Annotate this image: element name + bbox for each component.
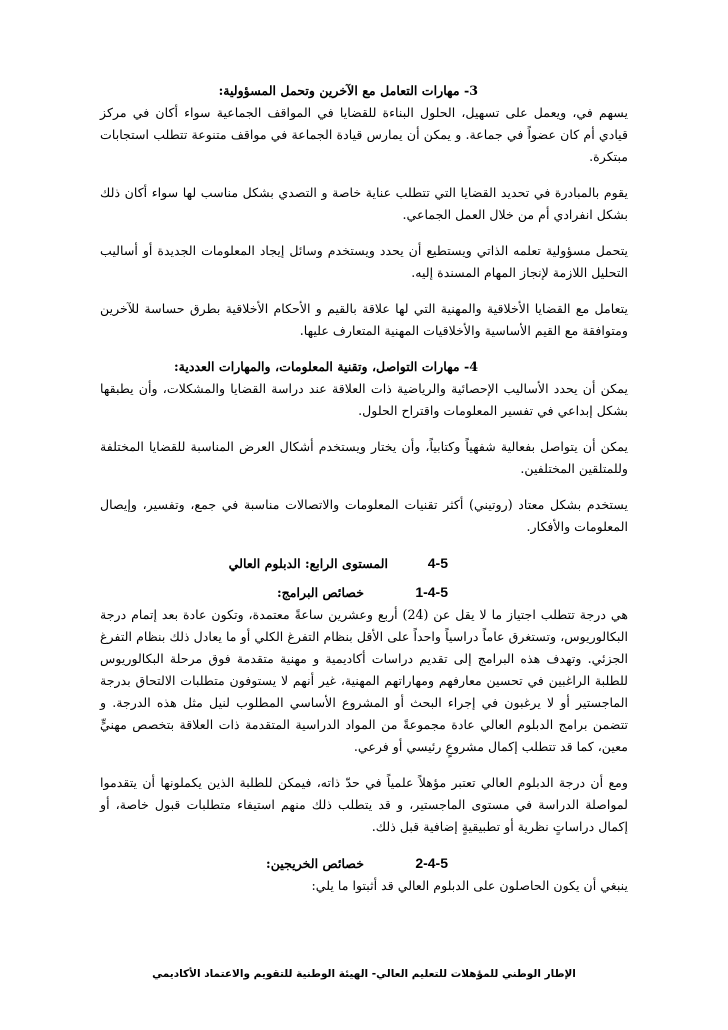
section-number: 4-5 bbox=[427, 555, 448, 571]
section-3-paragraph-2: يقوم بالمبادرة في تحديد القضايا التي تتطلب عناية خاصة و التصدي بشكل مناسب لها سواء أكان ذلك بشكل انفرادي أم من خلال العمل الجماعي. bbox=[100, 185, 628, 222]
section-4-paragraph-3: يستخدم بشكل معتاد (روتيني) أكثر تقنيات المعلومات والاتصالات مناسبة في جمع، وتفسير، وإيصال المعلومات والأفكار. bbox=[100, 497, 628, 534]
section-4-5-2-paragraph: ينبغي أن يكون الحاصلون على الدبلوم العالي قد أثبتوا ما يلي: bbox=[311, 878, 628, 893]
section-3-paragraph-3: يتحمل مسؤولية تعلمه الذاتي ويستطيع أن يحدد ويستخدم وسائل إيجاد المعلومات الجديدة أو أساليب التحليل اللازمة لإنجاز المهام المسندة إليه. bbox=[100, 243, 628, 280]
section-title: خصائص الخريجين: bbox=[266, 856, 364, 871]
section-title: خصائص البرامج: bbox=[277, 585, 364, 600]
section-4-5-heading bbox=[100, 552, 628, 575]
page-footer: الإطار الوطني للمؤهلات للتعليم العالي- الهيئة الوطنية للتقويم والاعتماد الأكاديمي bbox=[152, 968, 576, 980]
section-4-paragraph-2: يمكن أن يتواصل بفعالية شفهياً وكتابياً، وأن يختار ويستخدم أشكال العرض المناسبة للقضايا المختلفة وللمتلقين المختلفين. bbox=[100, 439, 628, 476]
section-title: المستوى الرابع: الدبلوم العالي bbox=[228, 556, 388, 571]
section-4-5-1-paragraph-1: هي درجة تتطلب اجتياز ما لا يقل عن (24) أربع وعشرين ساعةً معتمدة، وتكون عادة بعد إتمام درجة البكالوريوس، وتستغرق عاماً دراسياً واحداً على الأقل بنظام التفرغ الكلي أو ما يعادل ذلك بنظام التفرغ الجزئي. وتهدف هذه البرامج إلى تقديم دراسات أكاديمية و مهنية متقدمة فوق مرحلة البكالوريوس للطلبة الراغبين في تحسين معارفهم ومهاراتهم المهنية، غير أنهم لا يستوفون متطلبات الالتحاق بدرجة الماجستير أو لا يرغبون في إجراء البحث أو المشروع الأساسي المطلوب لنيل مثل هذه الدرجة. و تتضمن برامج الدبلوم العالي عادة مجموعةً من المواد الدراسية المتقدمة ذات العلاقة بتخصص مهنيٍّ معين، كما قد تتطلب إكمال مشروعٍ رئيسي أو فرعي. bbox=[100, 607, 628, 754]
document-body bbox=[100, 80, 628, 897]
section-4-5-1-paragraph-2: ومع أن درجة الدبلوم العالي تعتبر مؤهلاً علمياً في حدّ ذاته، فيمكن للطلبة الذين يكملونها أن يتقدموا لمواصلة الدراسة في مستوى الماجستير، و قد يتطلب ذلك منهم استيفاء متطلبات قبول خاصة، أو إكمال دراساتٍ نظرية أو تطبيقيةٍ إضافية قبل ذلك. bbox=[100, 775, 628, 834]
section-4-5-1-heading bbox=[100, 581, 628, 604]
section-3-heading: 3- مهارات التعامل مع الآخرين وتحمل المسؤولية: bbox=[218, 83, 478, 98]
section-4-paragraph-1: يمكن أن يحدد الأساليب الإحصائية والرياضية ذات العلاقة عند دراسة القضايا والمشكلات، وأن يطبقها بشكل إبداعي في تفسير المعلومات واقتراح الحلول. bbox=[100, 381, 628, 418]
section-number: 2-4-5 bbox=[415, 855, 448, 871]
section-3-paragraph-1: يسهم في، ويعمل على تسهيل، الحلول البناءة للقضايا في المواقف الجماعية سواء أكان في مركز قيادي أم كان عضواً في جماعة. و يمكن أن يمارس قيادة الجماعة في مواقف متنوعة تتطلب استجابات مبتكرة. bbox=[100, 105, 628, 164]
section-4-heading: 4- مهارات التواصل، وتقنية المعلومات، والمهارات العددية: bbox=[173, 359, 478, 374]
section-number: 1-4-5 bbox=[415, 584, 448, 600]
section-3-paragraph-4: يتعامل مع القضايا الأخلاقية والمهنية التي لها علاقة بالقيم و الأحكام الأخلاقية بطرق حساسة للآخرين ومتوافقة مع القيم الأساسية والأخلاقيات المهنية المتعارف عليها. bbox=[100, 301, 628, 338]
section-4-5-2-heading bbox=[100, 852, 628, 875]
